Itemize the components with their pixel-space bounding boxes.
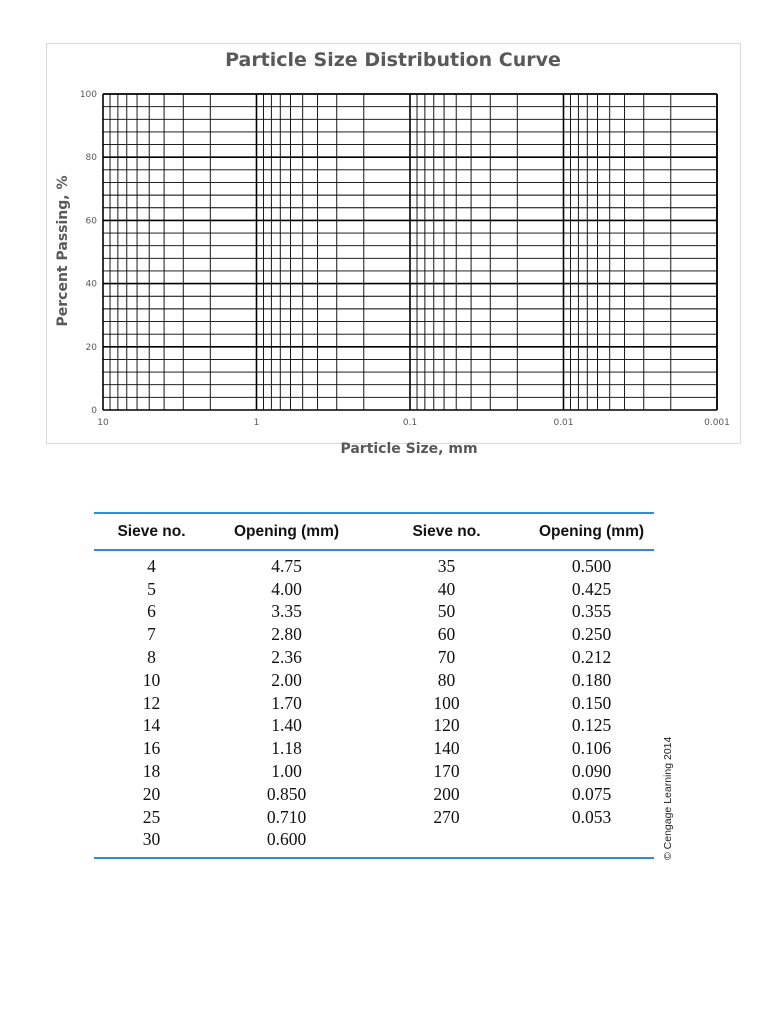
opening-cell: 2.00 xyxy=(271,669,302,690)
opening-cell: 4.00 xyxy=(271,578,302,599)
sieve-no-cell: 10 xyxy=(142,669,161,690)
x-axis-label: Particle Size, mm xyxy=(340,441,478,457)
table-row xyxy=(94,623,654,646)
sieve-no-cell: 270 xyxy=(433,806,460,827)
sieve-no-cell: 60 xyxy=(437,624,456,645)
opening-cell: 0.355 xyxy=(571,601,612,622)
sieve-no-cell: 25 xyxy=(142,806,161,827)
opening-cell: 1.40 xyxy=(271,715,302,736)
sieve-no-cell: 100 xyxy=(433,692,460,713)
header-sieve-no-1: Sieve no. xyxy=(94,513,209,550)
opening-cell: 0.710 xyxy=(266,806,307,827)
table-row xyxy=(94,715,654,738)
x-tick-label: 0.01 xyxy=(553,418,574,428)
opening-cell: 2.80 xyxy=(271,624,302,645)
sieve-table-body xyxy=(94,550,654,857)
opening-cell: 0.425 xyxy=(571,578,612,599)
sieve-no-cell: 120 xyxy=(433,715,460,736)
sieve-no-cell: 18 xyxy=(142,761,161,782)
chart-title: Particle Size Distribution Curve xyxy=(225,49,561,71)
y-tick-label: 100 xyxy=(79,90,97,100)
table-row xyxy=(94,829,654,858)
opening-cell: 4.75 xyxy=(271,555,302,576)
sieve-no-cell: 14 xyxy=(142,715,161,736)
opening-cell: 0.180 xyxy=(571,669,612,690)
opening-cell: 0.125 xyxy=(571,715,612,736)
header-opening-1: Opening (mm) xyxy=(209,513,364,550)
table-row xyxy=(94,646,654,669)
copyright-credit: © Cengage Learning 2014 xyxy=(662,736,674,860)
table-row xyxy=(94,578,654,601)
table-row xyxy=(94,601,654,624)
sieve-table-container xyxy=(94,512,654,859)
opening-cell: 1.70 xyxy=(271,692,302,713)
table-row xyxy=(94,669,654,692)
table-bottom-rule xyxy=(94,857,654,858)
opening-cell: 0.150 xyxy=(571,692,612,713)
table-row xyxy=(94,550,654,578)
table-row xyxy=(94,760,654,783)
opening-cell: 0.212 xyxy=(571,647,612,668)
header-sieve-no-2: Sieve no. xyxy=(364,513,529,550)
opening-cell: 2.36 xyxy=(271,647,302,668)
opening-cell: 0.600 xyxy=(266,829,307,850)
sieve-no-cell: 200 xyxy=(433,783,460,804)
sieve-no-cell: 12 xyxy=(142,692,161,713)
y-tick-label: 0 xyxy=(91,406,97,416)
y-tick-label: 20 xyxy=(85,342,97,353)
x-tick-label: 0.1 xyxy=(402,418,418,428)
opening-cell: 1.00 xyxy=(271,761,302,782)
sieve-no-cell: 70 xyxy=(437,647,456,668)
header-opening-2: Opening (mm) xyxy=(529,513,654,550)
sieve-no-cell: 8 xyxy=(147,647,156,668)
table-row xyxy=(94,783,654,806)
opening-cell: 0.500 xyxy=(571,555,612,576)
opening-cell: 1.18 xyxy=(271,738,302,759)
y-axis-label: Percent Passing, % xyxy=(55,175,71,327)
y-axis-ticks xyxy=(80,90,97,416)
table-row xyxy=(94,806,654,829)
opening-cell: 0.106 xyxy=(571,738,612,759)
opening-cell: 3.35 xyxy=(271,601,302,622)
x-tick-label: 0.001 xyxy=(704,418,730,428)
sieve-no-cell: 6 xyxy=(147,601,156,622)
sieve-no-cell: 80 xyxy=(437,669,456,690)
opening-cell: 0.250 xyxy=(571,624,612,645)
sieve-no-cell: 170 xyxy=(433,761,460,782)
sieve-no-cell: 5 xyxy=(147,578,156,599)
sieve-no-cell: 35 xyxy=(437,555,456,576)
sieve-no-cell: 140 xyxy=(433,738,460,759)
sieve-no-cell: 20 xyxy=(142,783,161,804)
opening-cell: 0.053 xyxy=(571,806,612,827)
sieve-no-cell: 4 xyxy=(147,555,156,576)
sieve-no-cell: 40 xyxy=(437,578,456,599)
y-tick-label: 40 xyxy=(85,279,97,290)
sieve-no-cell: 30 xyxy=(142,829,161,850)
x-tick-label: 1 xyxy=(253,418,260,428)
opening-cell: 0.850 xyxy=(266,783,307,804)
particle-size-chart xyxy=(0,0,768,470)
x-axis-ticks xyxy=(97,418,730,428)
sieve-no-cell: 7 xyxy=(147,624,156,645)
table-row xyxy=(94,692,654,715)
sieve-table-header xyxy=(94,513,654,550)
x-tick-label: 10 xyxy=(97,418,109,428)
y-tick-label: 80 xyxy=(85,153,97,164)
sieve-table xyxy=(94,512,654,859)
table-row xyxy=(94,737,654,760)
sieve-no-cell: 50 xyxy=(437,601,456,622)
y-tick-label: 60 xyxy=(85,216,97,227)
chart-grid xyxy=(103,94,717,410)
opening-cell: 0.075 xyxy=(571,783,612,804)
sieve-no-cell: 16 xyxy=(142,738,161,759)
sieve-no-cell xyxy=(364,829,529,858)
opening-cell: 0.090 xyxy=(571,761,612,782)
opening-cell xyxy=(529,829,654,858)
